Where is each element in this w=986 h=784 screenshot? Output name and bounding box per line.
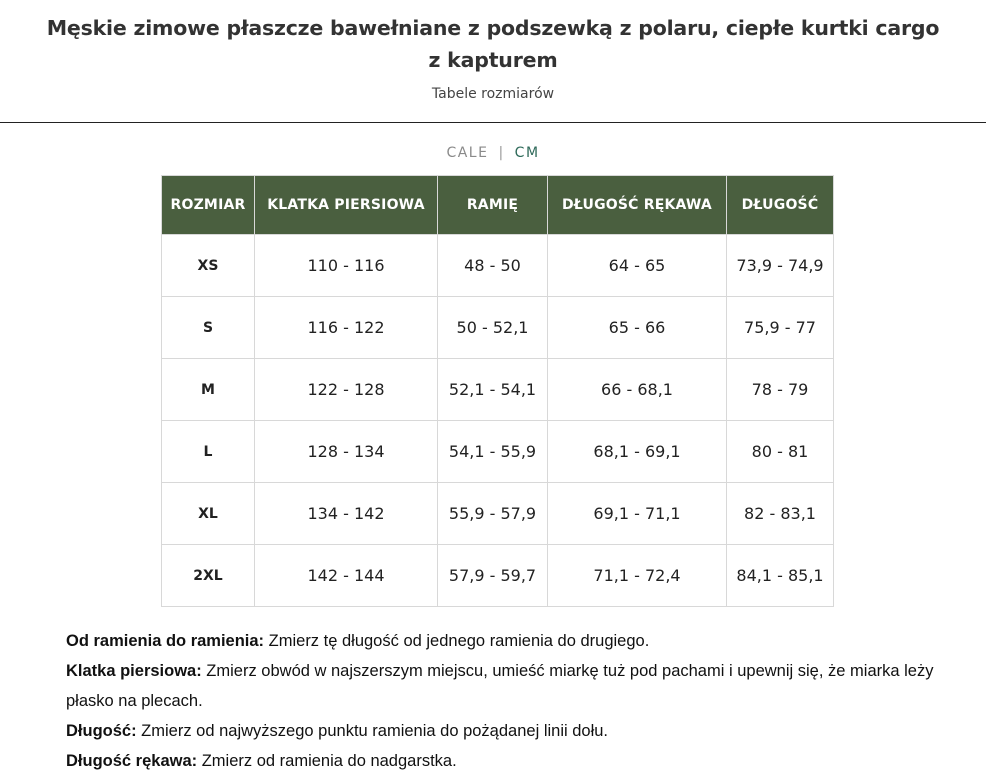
page-title: Męskie zimowe płaszcze bawełniane z podszewką z polaru, ciepłe kurtki cargo z kapturem bbox=[46, 16, 940, 72]
chest-cell: 128 - 134 bbox=[255, 421, 438, 483]
table-row bbox=[162, 359, 834, 421]
note-text: Zmierz obwód w najszerszym miejscu, umieść miarkę tuż pod pachami i upewnij się, że miarka leży płasko na plecach. bbox=[66, 662, 934, 710]
size-cell: M bbox=[162, 359, 255, 421]
header-divider bbox=[0, 122, 986, 123]
note-label: Klatka piersiowa: bbox=[66, 662, 202, 680]
sleeve-length-cell: 68,1 - 69,1 bbox=[548, 421, 727, 483]
length-cell: 84,1 - 85,1 bbox=[727, 545, 834, 607]
unit-separator: | bbox=[498, 145, 505, 161]
shoulder-cell: 57,9 - 59,7 bbox=[438, 545, 548, 607]
length-cell: 75,9 - 77 bbox=[727, 297, 834, 359]
note-chest bbox=[66, 656, 966, 716]
shoulder-cell: 55,9 - 57,9 bbox=[438, 483, 548, 545]
shoulder-cell: 52,1 - 54,1 bbox=[438, 359, 548, 421]
size-chart-table bbox=[161, 175, 834, 607]
size-cell: L bbox=[162, 421, 255, 483]
note-text: Zmierz tę długość od jednego ramienia do drugiego. bbox=[264, 632, 650, 650]
shoulder-cell: 48 - 50 bbox=[438, 235, 548, 297]
length-cell: 80 - 81 bbox=[727, 421, 834, 483]
size-cell: XL bbox=[162, 483, 255, 545]
size-cell: S bbox=[162, 297, 255, 359]
chest-cell: 142 - 144 bbox=[255, 545, 438, 607]
table-row bbox=[162, 483, 834, 545]
sleeve-length-cell: 65 - 66 bbox=[548, 297, 727, 359]
note-text: Zmierz od ramienia do nadgarstka. bbox=[197, 752, 457, 770]
sleeve-length-cell: 71,1 - 72,4 bbox=[548, 545, 727, 607]
size-cell: 2XL bbox=[162, 545, 255, 607]
column-header-shoulder: RAMIĘ bbox=[438, 176, 548, 235]
note-text: Zmierz od najwyższego punktu ramienia do pożądanej linii dołu. bbox=[136, 722, 609, 740]
note-label: Długość: bbox=[66, 722, 137, 740]
size-cell: XS bbox=[162, 235, 255, 297]
table-row bbox=[162, 297, 834, 359]
note-shoulder bbox=[66, 626, 966, 656]
chest-cell: 122 - 128 bbox=[255, 359, 438, 421]
unit-inches-button[interactable]: CALE bbox=[446, 145, 489, 161]
chest-cell: 116 - 122 bbox=[255, 297, 438, 359]
chest-cell: 110 - 116 bbox=[255, 235, 438, 297]
measurement-notes bbox=[66, 626, 966, 776]
column-header-size: ROZMIAR bbox=[162, 176, 255, 235]
sleeve-length-cell: 66 - 68,1 bbox=[548, 359, 727, 421]
column-header-chest: KLATKA PIERSIOWA bbox=[255, 176, 438, 235]
shoulder-cell: 50 - 52,1 bbox=[438, 297, 548, 359]
unit-toggle bbox=[0, 145, 986, 161]
note-sleeve-length bbox=[66, 746, 966, 776]
unit-cm-button[interactable]: CM bbox=[514, 145, 540, 161]
length-cell: 73,9 - 74,9 bbox=[727, 235, 834, 297]
note-label: Długość rękawa: bbox=[66, 752, 198, 770]
sleeve-length-cell: 69,1 - 71,1 bbox=[548, 483, 727, 545]
sleeve-length-cell: 64 - 65 bbox=[548, 235, 727, 297]
column-header-sleeve-length: DŁUGOŚĆ RĘKAWA bbox=[548, 176, 727, 235]
table-row bbox=[162, 235, 834, 297]
length-cell: 78 - 79 bbox=[727, 359, 834, 421]
table-row bbox=[162, 545, 834, 607]
length-cell: 82 - 83,1 bbox=[727, 483, 834, 545]
table-header-row bbox=[162, 176, 834, 235]
column-header-length: DŁUGOŚĆ bbox=[727, 176, 834, 235]
chest-cell: 134 - 142 bbox=[255, 483, 438, 545]
shoulder-cell: 54,1 - 55,9 bbox=[438, 421, 548, 483]
note-length bbox=[66, 716, 966, 746]
note-label: Od ramienia do ramienia: bbox=[66, 632, 265, 650]
table-row bbox=[162, 421, 834, 483]
page-subtitle: Tabele rozmiarów bbox=[431, 86, 555, 102]
